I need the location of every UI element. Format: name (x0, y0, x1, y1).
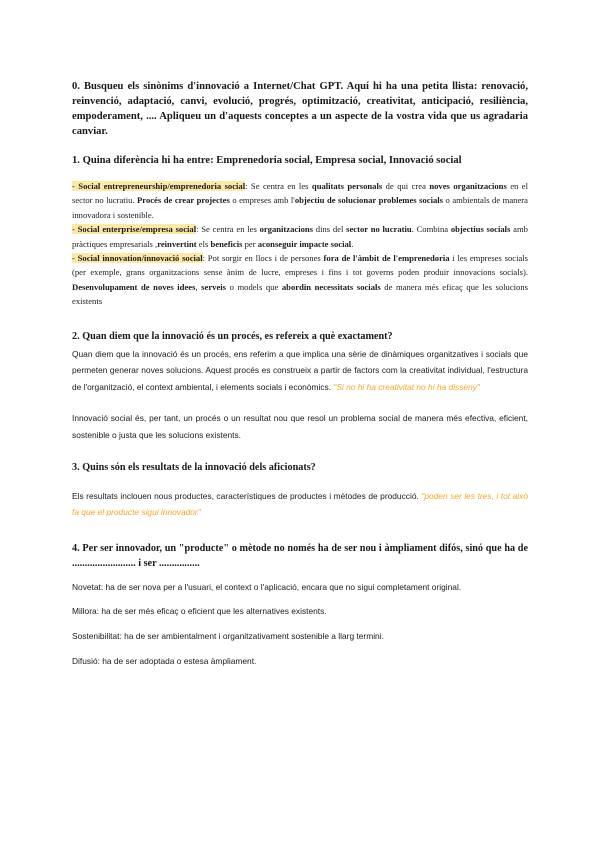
question-2-answer-2: Innovació social és, per tant, un procés o un resultat nou que resol un problema social de manera més efectiva, eficient, sostenible o justa que les solucions existents. (72, 413, 528, 441)
document-content (72, 79, 528, 669)
term-label: Social enterprise/empresa social (77, 224, 197, 235)
dash: - (72, 181, 79, 191)
criterion-millora: Millora: ha de ser més eficaç o eficient que les alternatives existents. (72, 606, 327, 617)
criterion-difusio: Difusió: ha de ser adoptada o estesa àmpliament. (72, 655, 257, 666)
dash: - (72, 253, 78, 264)
question-2-answer-1: Quan diem que la innovació és un procés, ens referim a que implica una sèrie de dinàmiques organitzatives i socials que permeten generar noves solucions. Aquest procés es construeix a partir de factors com la creativitat individual, l'estructura de l'organització, el context ambiental, i elements socials i econòmics. "Si no hi ha creativitat no hi ha disseny" (72, 348, 528, 392)
term-label: Social entrepreneurship/emprenedoria social (78, 181, 246, 191)
term-label: Social innovation/innovació social (77, 253, 203, 264)
question-0: 0. Busqueu els sinònims d'innovació a Internet/Chat GPT. Aquí hi ha una petita llista: renovació, reinvenció, adaptació, canvi, evolució, progrés, optimització, creativitat, anticipació, resiliència, empoderament, .... Apliqueu un d'aquests conceptes a un aspecte de la vostra vida que us agradaria canviar. (72, 81, 528, 137)
criterion-sostenibilitat: Sostenibilitat: ha de ser ambientalment i organitzativament sostenible a llarg termini. (72, 631, 384, 641)
question-3-answer: Els resultats inclouen nous productes, característiques de productes i mètodes de producció. "poden ser les tres, i tot això fa que el producte sigui innovador" (72, 490, 528, 518)
criterion-novetat: Novetat: ha de ser nova per a l'usuari, el context o l'aplicació, encara que no sigui completament original. (72, 581, 462, 592)
question-4-title: 4. Per ser innovador, un "producte" o mètode no només ha de ser nou i àmpliament difós, sinó que ha de ......................... i ser ................ (72, 542, 528, 569)
definition-social-enterprise: - Social enterprise/empresa social: Se centra en les organitzacions dins del sector no lucratiu. Combina objectius socials amb pràctiques empresarials ,reinvertint els beneficis per aconseguir impacte social. (72, 224, 528, 249)
question-1-answer (72, 179, 528, 309)
dash: - (72, 224, 78, 235)
question-2-title: 2. Quan diem que la innovació és un procés, es refereix a què exactament? (72, 330, 393, 342)
definition-social-innovation: - Social innovation/innovació social: Pot sorgir en llocs i de persones fora de l'àmbit de l'emprenedoria i les empreses socials (per exemple, grans organitzacions sense ànim de lucre, empreses i fins i tot governs poden produir innovacions socials). Desenvolupament de noves idees, serveis o models que abordin necessitats socials de manera més eficaç que les solucions existents (72, 253, 529, 307)
question-3-title: 3. Quins són els resultats de la innovació dels aficionats? (72, 461, 316, 473)
definition-social-entrepreneurship: - Social entrepreneurship/emprenedoria social: Se centra en les qualitats personals de qui crea noves organitzacions en el sector no lucratiu. Procés de crear projectes o empreses amb l'objectiu de solucionar problemes socials o ambientals de manera innovadora i sostenible. (72, 181, 528, 220)
quote: "Si no hi ha creativitat no hi ha disseny" (333, 381, 480, 392)
quote: "poden ser les tres, i tot això fa que el producte sigui innovador" (72, 490, 528, 518)
question-1-title: 1. Quina diferència hi ha entre: Emprenedoria social, Empresa social, Innovació social (72, 155, 462, 166)
